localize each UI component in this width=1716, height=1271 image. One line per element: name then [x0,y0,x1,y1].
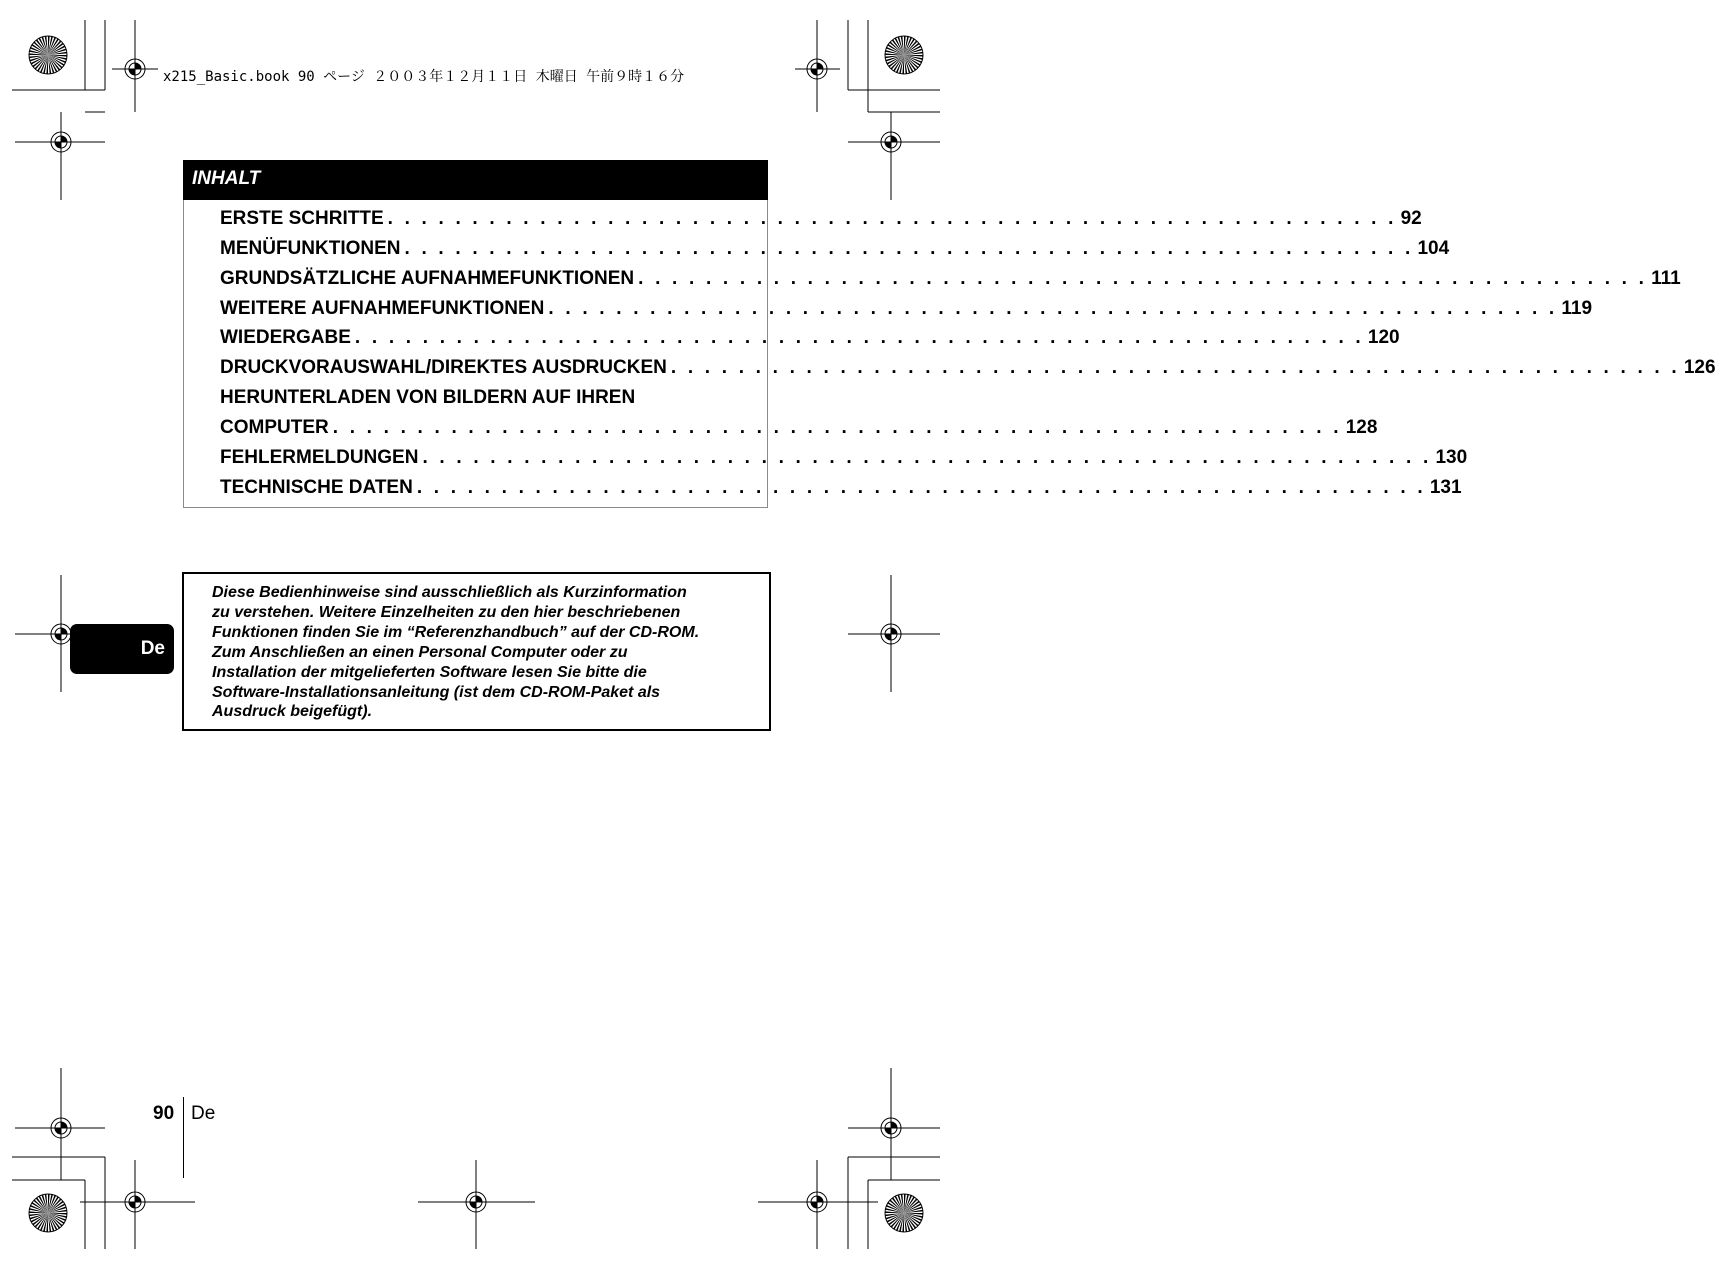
starburst-icon [885,36,923,74]
toc-leader-dots: . . . . . . . . . . . . . . . . . . . . . . . . . . . . . . . . . . . . . . . . . . . . . . . . . . . . . . . . . . . . [332,417,1342,438]
toc-entry [220,204,1422,234]
toc-entry [220,323,1400,353]
toc-entry [220,234,1450,264]
toc-leader-dots: . . . . . . . . . . . . . . . . . . . . . . . . . . . . . . . . . . . . . . . . . . . . . . . . . . . . . . . . . . . . [387,208,1397,229]
toc-box [183,160,1716,508]
toc-entry-title: GRUNDSÄTZLICHE AUFNAHMEFUNKTIONEN [220,268,635,289]
footer-language: De [191,1103,216,1124]
toc-entry [220,353,1716,383]
toc-entry-title: FEHLERMELDUNGEN [220,447,419,468]
starburst-icon [29,36,67,74]
toc-leader-dots: . . . . . . . . . . . . . . . . . . . . . . . . . . . . . . . . . . . . . . . . . . . . . . . . . . . . . . . . . . . . [404,238,1414,259]
toc-entry-page: 130 [1435,447,1468,468]
toc-entry-page: 128 [1345,417,1378,438]
toc-leader-dots: . . . . . . . . . . . . . . . . . . . . . . . . . . . . . . . . . . . . . . . . . . . . . . . . . . . . . . . . . . . . [422,447,1432,468]
note-line: Diese Bedienhinweise sind ausschließlich als Kurzinformation [212,584,687,601]
toc-entry-page: 120 [1367,327,1400,348]
toc-leader-dots: . . . . . . . . . . . . . . . . . . . . . . . . . . . . . . . . . . . . . . . . . . . . . . . . . . . . . . . . . . . . [416,477,1426,498]
toc-heading: INHALT [183,160,768,200]
note-line: zu verstehen. Weitere Einzelheiten zu den hier beschriebenen [212,603,681,621]
starburst-icon [29,1194,67,1232]
note-line: Installation der mitgelieferten Software lesen Sie bitte die [212,663,647,681]
toc-entry-title: COMPUTER [220,417,329,438]
toc-entry-page: 92 [1400,208,1422,229]
toc-entry-page: 131 [1429,477,1462,498]
page-number: 90 [153,1103,175,1124]
toc-entry-title: WEITERE AUFNAHMEFUNKTIONEN [220,298,545,319]
toc-leader-dots: . . . . . . . . . . . . . . . . . . . . . . . . . . . . . . . . . . . . . . . . . . . . . . . . . . . . . . . . . . . . [354,327,1364,348]
toc-leader-dots: . . . . . . . . . . . . . . . . . . . . . . . . . . . . . . . . . . . . . . . . . . . . . . . . . . . . . . . . . . . . [670,357,1680,378]
toc-entry [220,413,1378,443]
toc-entry-title: MENÜFUNKTIONEN [220,238,401,259]
toc-entry-page: 126 [1683,357,1716,378]
toc-entry-title: HERUNTERLADEN VON BILDERN AUF IHREN [220,387,636,408]
footer-divider [183,1097,184,1178]
toc-entry-title: ERSTE SCHRITTE [220,208,384,229]
language-tab: De [70,624,174,674]
starburst-icon [885,1194,923,1232]
toc-leader-dots: . . . . . . . . . . . . . . . . . . . . . . . . . . . . . . . . . . . . . . . . . . . . . . . . . . . . . . . . . . . . [548,298,1558,319]
info-note-box [182,572,771,731]
note-line: Funktionen finden Sie im “Referenzhandbuch” auf der CD-ROM. [212,623,700,641]
toc-entry [220,294,1593,324]
toc-entry-title: WIEDERGABE [220,327,351,348]
toc-entry-page: 104 [1417,238,1450,259]
note-line: Software-Installationsanleitung (ist dem CD-ROM-Paket als [212,683,661,701]
note-line: Ausdruck beigefügt). [212,703,373,721]
note-line: Zum Anschließen an einen Personal Computer oder zu [212,643,628,661]
print-header-line: x215_Basic.book 90 ページ ２００３年１２月１１日 木曜日 午前９時１６分 [163,69,685,85]
toc-entry-page: 119 [1561,298,1593,319]
toc-entry [220,264,1681,294]
toc-leader-dots: . . . . . . . . . . . . . . . . . . . . . . . . . . . . . . . . . . . . . . . . . . . . . . . . . . . . . . . . . . . . [638,268,1648,289]
toc-entry-title: DRUCKVORAUSWAHL/DIREKTES AUSDRUCKEN [220,357,667,378]
toc-entry [220,383,742,413]
toc-entry-title: TECHNISCHE DATEN [220,477,413,498]
toc-entry [220,443,1468,473]
toc-entry-page: 111 [1651,268,1681,289]
toc-entry [220,473,1462,503]
